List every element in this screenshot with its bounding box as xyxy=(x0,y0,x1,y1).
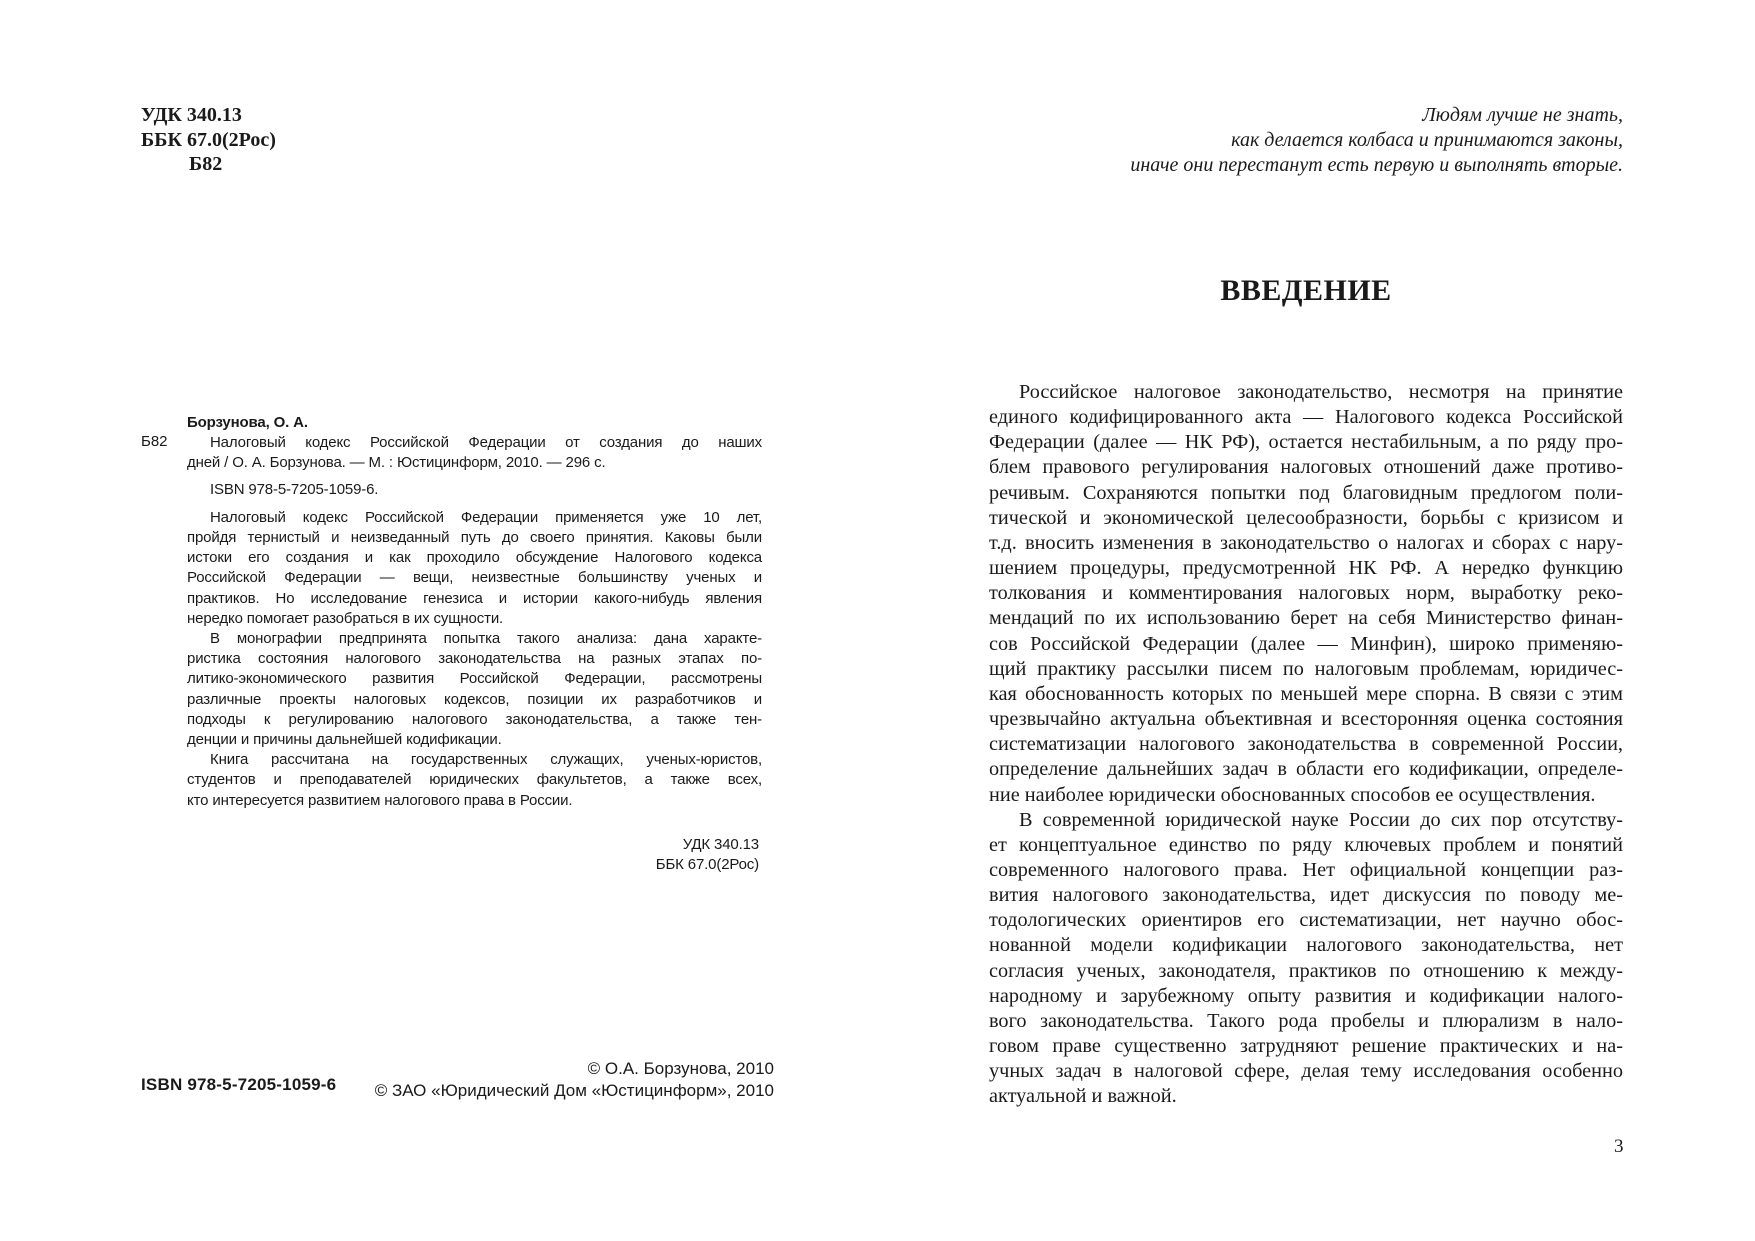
text-line: ристика состояния налогового законодательства на разных этапах по- xyxy=(187,650,762,668)
text-line: студентов и преподавателей юридических факультетов, а также всех, xyxy=(187,771,762,789)
text-line: вого законодательства. Такого рода пробелы и плюрализм в нало- xyxy=(989,1009,1623,1032)
text-line: ние наиболее юридически обоснованных способов ее осуществления. xyxy=(989,783,1596,806)
text-line: тодологических ориентиров его систематизации, нет научно обос- xyxy=(989,909,1623,932)
card-code: Б82 xyxy=(141,433,168,450)
text-line: подходы к регулированию налогового законодательства, а также тен- xyxy=(187,710,762,728)
text-line: Российской Федерации — вещи, неизвестные большинству ученых и xyxy=(187,569,762,587)
text-line: мендаций по их использованию берет на себя Министерство финан- xyxy=(989,607,1623,630)
text-line: актуальной и важной. xyxy=(989,1085,1177,1108)
text-line: нованной модели кодификации налогового законодательства, нет xyxy=(989,934,1623,957)
epigraph-line: иначе они перестанут есть первую и выполнять вторые. xyxy=(1130,154,1623,176)
card-title-line: дней / О. А. Борзунова. — М. : Юстицинформ, 2010. — 296 с. xyxy=(187,454,606,472)
text-line: учных задач в налоговой сфере, делая тему исследования особенно xyxy=(989,1060,1623,1083)
text-line: Налоговый кодекс Российской Федерации применяется уже 10 лет, xyxy=(210,508,762,526)
text-line: т.д. вносить изменения в законодательство о налогах и сборах с нару- xyxy=(989,531,1623,554)
text-line: щий практику рассылки писем по налоговым проблемам, юридичес- xyxy=(989,657,1623,680)
chapter-title: ВВЕДЕНИЕ xyxy=(1220,274,1392,307)
author-mark: Б82 xyxy=(189,153,223,175)
text-line: единого кодифицированного акта — Налогового кодекса Российской xyxy=(989,406,1623,429)
text-line: кто интересуется развитием налогового права в России. xyxy=(187,791,573,809)
text-line: Книга рассчитана на государственных служащих, ученых-юристов, xyxy=(210,751,762,769)
card-bbk: ББК 67.0(2Рос) xyxy=(655,856,759,874)
card-author: Борзунова, О. А. xyxy=(187,414,308,431)
card-isbn: ISBN 978-5-7205-1059-6. xyxy=(210,480,379,498)
epigraph-line: как делается колбаса и принимаются законы, xyxy=(1231,129,1623,151)
card-udk: УДК 340.13 xyxy=(682,835,759,853)
text-line: блем правового регулирования налоговых отношений даже противо- xyxy=(989,456,1623,479)
text-line: вития налогового законодательства, идет дискуссия по поводу ме- xyxy=(989,884,1623,907)
epigraph xyxy=(1130,103,1623,178)
body-text xyxy=(989,380,1623,1110)
catalog-card xyxy=(187,413,762,875)
text-line: В современной юридической науке России до сих пор отсутству- xyxy=(1019,808,1623,831)
text-line: сов Российской Федерации (далее — Минфин), широко применяю- xyxy=(989,632,1623,655)
text-line: ет концептуальное единство по ряду ключевых проблем и понятий xyxy=(989,833,1623,856)
text-line: литико-экономического развития Российской Федерации, рассмотрены xyxy=(187,670,762,688)
copyright-author: © О.А. Борзунова, 2010 xyxy=(587,1059,774,1078)
text-line: Российское налоговое законодательство, несмотря на принятие xyxy=(1019,381,1623,403)
epigraph-line: Людям лучше не знать, xyxy=(1422,104,1623,126)
text-line: шением процедуры, предусмотренной НК РФ. А нередко функцию xyxy=(989,557,1623,580)
text-line: денции и причины дальнейшей кодификации. xyxy=(187,731,502,749)
text-line: нередко помогает разобраться в их сущности. xyxy=(187,609,504,627)
text-line: речивым. Сохраняются попытки под благовидным предлогом поли- xyxy=(989,481,1623,504)
classification-block xyxy=(141,103,276,177)
text-line: говом праве существенно затрудняют решение практических и на- xyxy=(989,1035,1623,1058)
text-line: тической и экономической целесообразности, борьбы с кризисом и xyxy=(989,506,1623,529)
udk-code: УДК 340.13 xyxy=(141,104,242,126)
card-abstract xyxy=(187,508,762,811)
bbk-code: ББК 67.0(2Рос) xyxy=(141,128,276,151)
text-line: современного налогового права. Нет официальной концепции раз- xyxy=(989,858,1623,881)
text-line: различные проекты налоговых кодексов, позиции их разработчиков и xyxy=(187,690,762,708)
page-number: 3 xyxy=(1614,1136,1624,1157)
text-line: народному и зарубежному опыту развития и кодификации налого- xyxy=(989,984,1623,1007)
card-title xyxy=(187,433,762,473)
copyright-publisher: © ЗАО «Юридический Дом «Юстицинформ», 2010 xyxy=(374,1081,774,1100)
text-line: В монографии предпринята попытка такого анализа: дана характе- xyxy=(210,630,762,648)
text-line: толкования и комментирования налоговых норм, выработку реко- xyxy=(989,582,1623,605)
isbn: ISBN 978-5-7205-1059-6 xyxy=(141,1075,337,1094)
text-line: согласия ученых, законодателя, практиков по отношению к между- xyxy=(989,959,1623,982)
text-line: систематизации налогового законодательства в современной России, xyxy=(989,733,1623,756)
text-line: практиков. Но исследование генезиса и истории какого-нибудь явления xyxy=(187,589,762,607)
card-title-line: Налоговый кодекс Российской Федерации от создания до наших xyxy=(210,434,762,452)
text-line: Федерации (далее — НК РФ), остается нестабильным, а по ряду про- xyxy=(989,431,1623,454)
text-line: пройдя тернистый и неизведанный путь до своего принятия. Каковы были xyxy=(187,529,762,547)
text-line: кая обоснованность которых по меньшей мере спорна. В связи с этим xyxy=(989,682,1623,705)
text-line: определение дальнейших задач в области его кодификации, определе- xyxy=(989,758,1623,781)
copyright-block xyxy=(375,1058,774,1102)
text-line: чрезвычайно актуальна объективная и всесторонняя оценка состояния xyxy=(989,708,1623,731)
card-classification xyxy=(187,835,762,875)
text-line: истоки его создания и как проходило обсуждение Налогового кодекса xyxy=(187,549,762,567)
